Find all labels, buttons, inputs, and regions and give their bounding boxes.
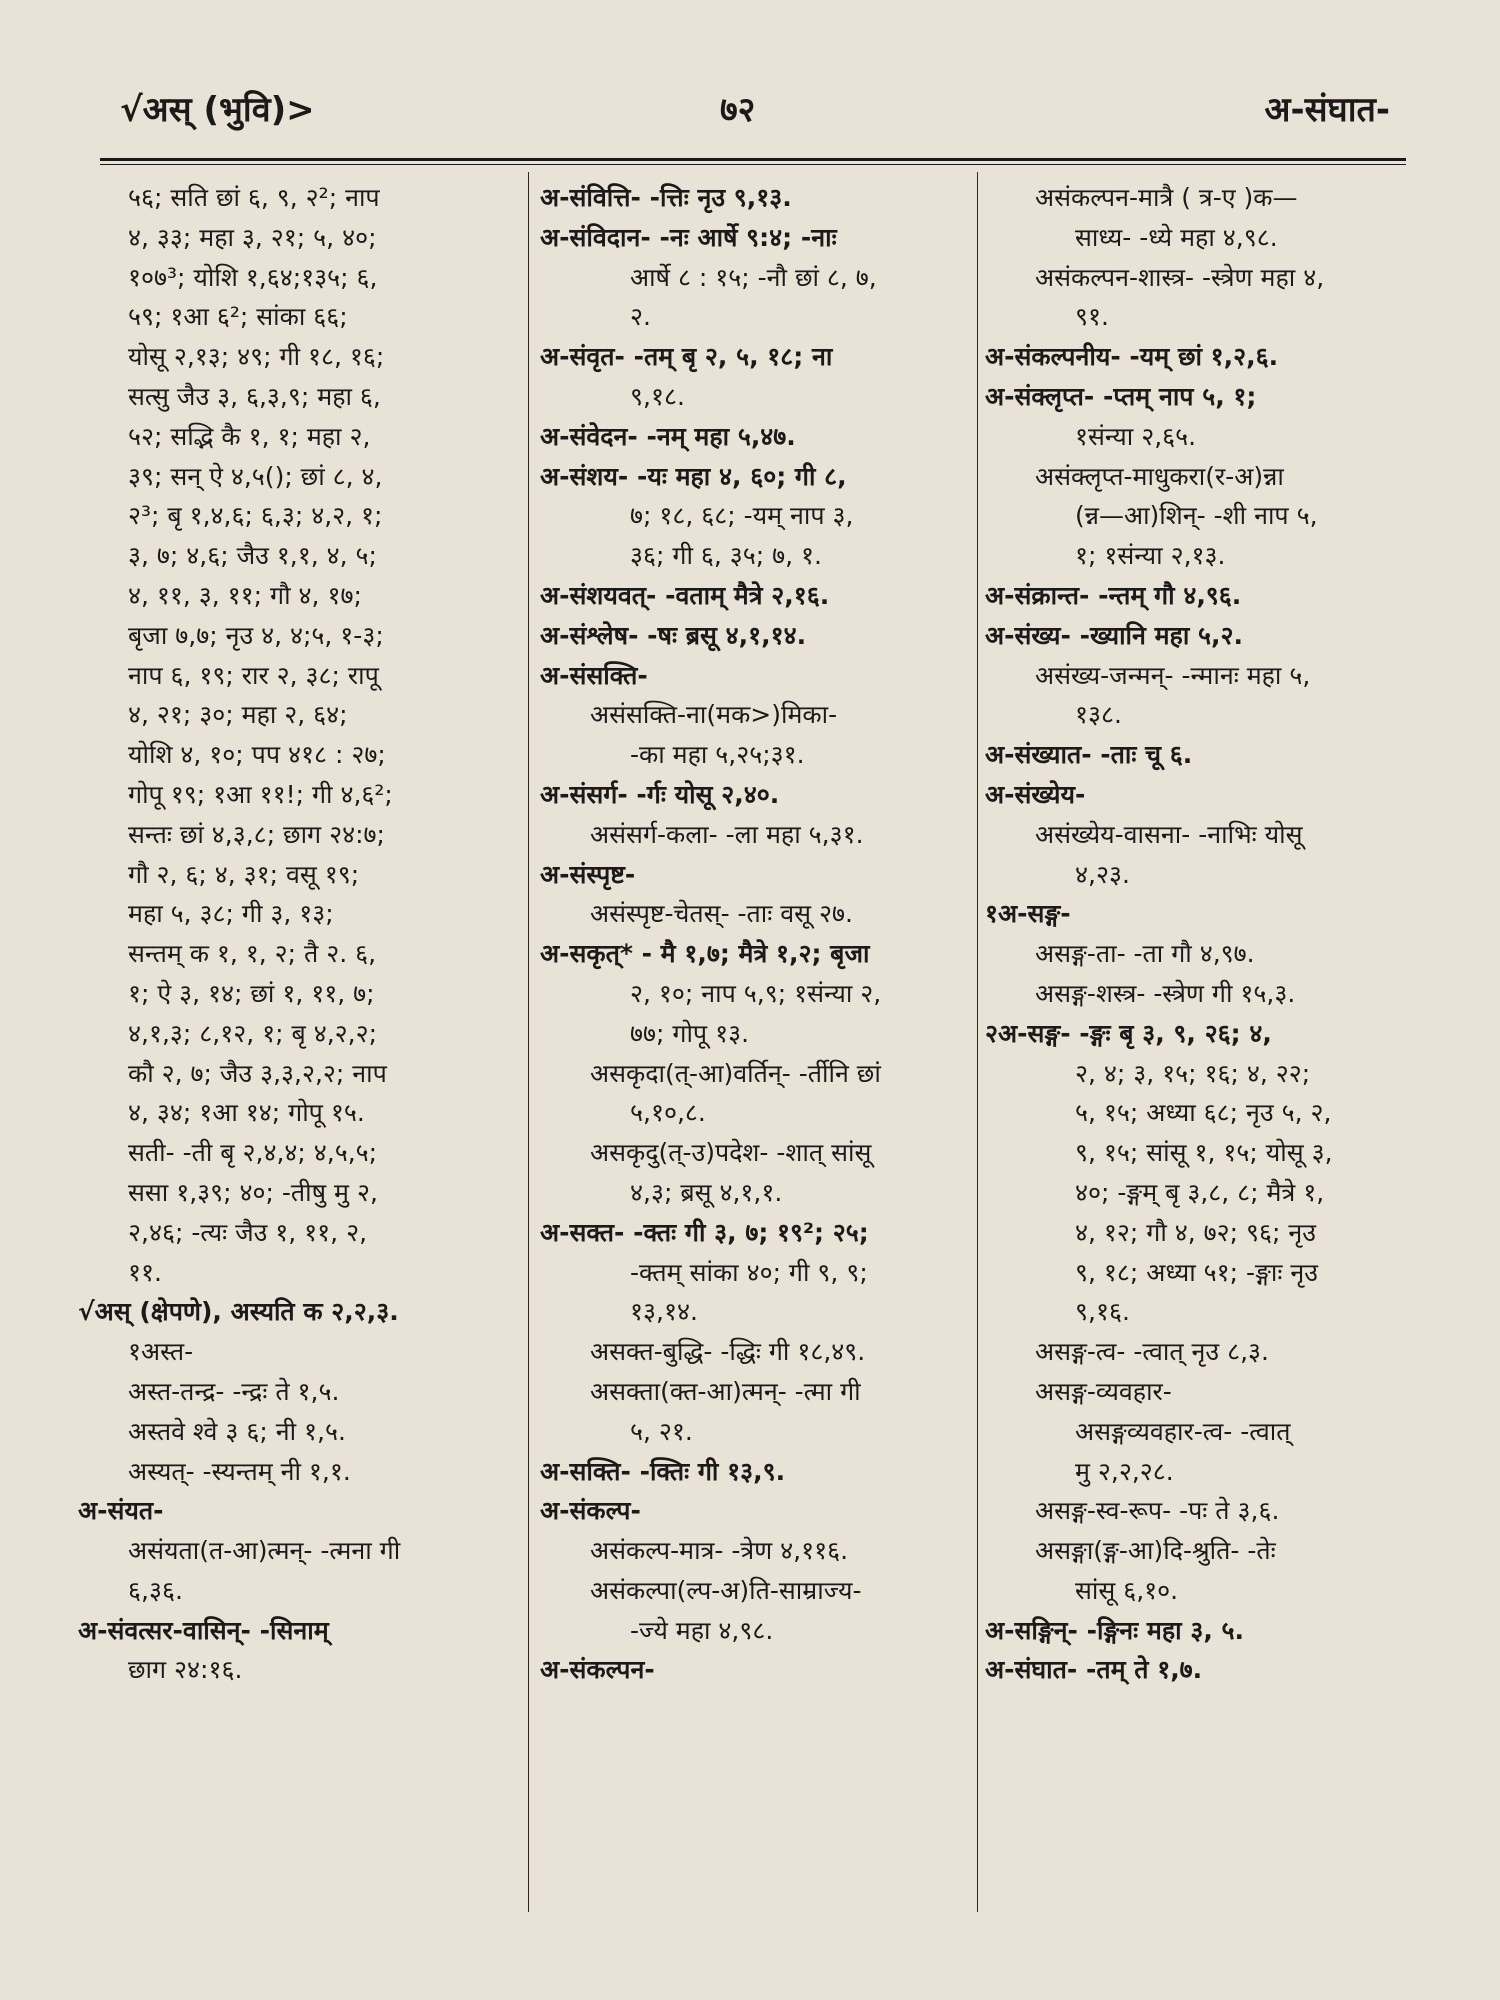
entry-line: २, १०; नाप ५,९; १संन्या २, [630,978,882,1008]
page-header [0,0,1500,150]
entry-headword-line: अ-संवृत- -तम् बृ २, ५, १८; ना [540,342,833,372]
entry-line: छाग २४:१६. [128,1655,243,1685]
entry-headword-line: अ-सक्ति- -क्तिः गी १३,९. [540,1456,786,1486]
entry-line: २³; बृ १,४,६; ६,३; ४,२, १; [128,501,383,531]
entry-line: असंक्लृप्त-माधुकरा(र-अ)न्ना [1035,461,1284,491]
column-divider [528,172,529,1912]
entry-line: ३९; सन् ऐ ४,५(); छां ८, ४, [128,461,383,491]
entry-line: २, ४; ३, १५; १६; ४, २२; [1075,1058,1311,1088]
entry-headword-line: अ-संवत्सर-वासिन्- -सिनाम् [78,1615,329,1645]
entry-headword-line: अ-संश्लेष- -षः ब्रसू ४,१,१४. [540,620,807,650]
entry-headword-line: अ-संस्पृष्ट- [540,859,636,889]
entry-line: ३६; गी ६, ३५; ७, १. [630,541,822,571]
entry-line: गोपू १९; १आ ११!; गी ४,६²; [128,779,393,809]
entry-line: ९१. [1075,302,1109,332]
entry-headword-line: अ-संघात- -तम् ते १,७. [985,1655,1203,1685]
entry-line: असंकल्पन-शास्त्र- -स्त्रेण महा ४, [1035,262,1325,292]
entry-line: ९, १५; सांसू १, १५; योसू ३, [1075,1138,1333,1168]
entry-line: २,४६; -त्यः जैउ १, ११, २, [128,1217,368,1247]
column-right [985,178,1423,1908]
entry-line: असङ्गा(ङ्ग-आ)दि-श्रुति- -तेः [1035,1536,1276,1566]
entry-line: असक्ता(क्त-आ)त्मन्- -त्मा गी [590,1376,861,1406]
entry-line: -का महा ५,२५;३१. [630,740,805,770]
entry-line: असक्त-बुद्धि- -द्धिः गी १८,४९. [590,1337,866,1367]
entry-line: असंयता(त-आ)त्मन्- -त्मना गी [128,1536,401,1566]
entry-headword-line: अ-संसर्ग- -र्गः योसू २,४०. [540,779,780,809]
entry-line: ४, ३४; १आ १४; गोपू १५. [128,1098,365,1128]
entry-line: सती- -ती बृ २,४,४; ४,५,५; [128,1138,378,1168]
entry-headword-line: अ-संवित्ति- -त्तिः नृउ ९,१३. [540,183,792,212]
entry-line: असंकल्प-मात्र- -त्रेण ४,११६. [590,1536,849,1566]
entry-line: -क्तम् सांका ४०; गी ९, ९; [630,1257,868,1287]
entry-line: २. [630,302,651,332]
entry-line: ५, १५; अध्या ६८; नृउ ५, २, [1075,1098,1332,1128]
entry-line: असङ्ग-व्यवहार- [1035,1376,1172,1406]
entry-line: ९,१६. [1075,1297,1130,1327]
entry-line: सत्सु जैउ ३, ६,३,९; महा ६, [128,381,381,411]
entry-line: असंसक्ति-ना(मक>)मिका- [590,700,838,730]
entry-headword-line: अ-संख्यात- -ताः चू ६. [985,740,1193,770]
entry-line: साध्य- -ध्ये महा ४,९८. [1075,222,1278,252]
column-left [78,178,518,1908]
entry-line: ५६; सति छां ६, ९, २²; नाप [128,183,380,212]
entry-headword-line: १अ-सङ्ग- [985,899,1071,929]
entry-headword-line: अ-संवेदन- -नम् महा ५,४७. [540,421,796,451]
entry-line: १; १संन्या २,१३. [1075,541,1226,571]
entry-line: ११. [128,1257,162,1287]
entry-line: नाप ६, १९; रार २, ३८; रापू [128,660,379,690]
entry-line: गौ २, ६; ४, ३१; वसू १९; [128,859,360,889]
column-divider [977,172,978,1912]
entry-line: असंख्येय-वासना- -नाभिः योसू [1035,819,1303,849]
entry-line: ७; १८, ६८; -यम् नाप ३, [630,501,854,531]
entry-line: योशि ४, १०; पप ४१८ : २७; [128,740,386,770]
entry-headword-line: अ-संविदान- -नः आर्षे ९:४; -नाः [540,222,837,252]
entry-headword-line: अ-संक्रान्त- -न्तम् गौ ४,९६. [985,580,1242,610]
entry-line: असङ्ग-ता- -ता गौ ४,९७. [1035,939,1255,969]
entry-line: ४०; -ङ्गम् बृ ३,८, ८; मैत्रे १, [1075,1177,1325,1207]
entry-line: अस्यत्- -स्यन्तम् नी १,१. [128,1456,351,1486]
entry-line: असंकल्पा(ल्प-अ)ति-साम्राज्य- [590,1575,862,1605]
entry-headword-line: अ-संकल्प- [540,1496,641,1526]
entry-line: १०७³; योशि १,६४;१३५; ६, [128,262,378,292]
entry-line: असङ्ग-स्व-रूप- -पः ते ३,६. [1035,1496,1280,1526]
entry-headword-line: अ-संख्य- -ख्यानि महा ५,२. [985,620,1244,650]
entry-headword-line: अ-संख्येय- [985,779,1086,809]
entry-headword-line: अ-संकल्पन- [540,1655,655,1685]
entry-line: ४,२३. [1075,859,1130,889]
entry-line: सांसू ६,१०. [1075,1575,1179,1605]
entry-line: मु २,२,२८. [1075,1456,1174,1486]
entry-line: ५, २१. [630,1416,693,1446]
entry-headword-line: अ-सकृत्* - मै १,७; मैत्रे १,२; बृजा [540,939,870,969]
entry-line: ९, १८; अध्या ५१; -ङ्गाः नृउ [1075,1257,1318,1287]
entry-line: योसू २,१३; ४९; गी १८, १६; [128,342,385,372]
entry-line: ४, ३३; महा ३, २१; ५, ४०; [128,222,377,252]
entry-line: अस्त-तन्द्र- -न्द्रः ते १,५. [128,1376,340,1406]
header-rule-thin [100,164,1406,165]
entry-headword-line: अ-संयत- [78,1496,164,1526]
entry-line: आर्षे ८ : १५; -नौ छां ८, ७, [630,262,877,292]
entry-headword-line: अ-सङ्गिन्- -ङ्गिनः महा ३, ५. [985,1615,1245,1645]
entry-line: १संन्या २,६५. [1075,421,1197,451]
entry-line: १३,१४. [630,1297,698,1327]
entry-line: ४, १२; गौ ४, ७२; ९६; नृउ [1075,1217,1316,1247]
entry-headword-line: अ-संकल्पनीय- -यम् छां १,२,६. [985,342,1279,372]
entry-line: सन्तम् क १, १, २; तै २. ६, [128,939,377,969]
header-last-entry: अ-संघात- [1264,90,1390,130]
entry-line: बृजा ७,७; नृउ ४, ४;५, १-३; [128,620,384,650]
entry-line: (न्न—आ)शिन्- -शी नाप ५, [1075,501,1318,531]
header-root-word: √अस् (भुवि)> [120,90,315,130]
entry-headword-line: √अस् (क्षेपणे), अस्यति क २,२,३. [78,1297,399,1327]
entry-line: अस्तवे श्वे ३ ६; नी १,५. [128,1416,346,1446]
entry-headword-line: २अ-सङ्ग- -ङ्गः बृ ३, ९, २६; ४, [985,1018,1272,1048]
entry-line: ४,३; ब्रसू ४,१,१. [630,1177,783,1207]
column-middle [540,178,980,1908]
entry-line: ४,१,३; ८,१२, १; बृ ४,२,२; [128,1018,378,1048]
entry-line: असंकल्पन-मात्रै ( त्र-ए )क— [1035,183,1298,212]
entry-headword-line: अ-संक्लृप्त- -प्तम् नाप ५, १; [985,381,1257,411]
entry-line: महा ५, ३८; गी ३, १३; [128,899,334,929]
entry-line: असकृदु(त्-उ)पदेश- -शात् सांसू [590,1138,872,1168]
entry-line: असङ्ग-शस्त्र- -स्त्रेण गी १५,३. [1035,978,1296,1008]
entry-headword-line: अ-संसक्ति- [540,660,648,690]
entry-line: सन्तः छां ४,३,८; छाग २४:७; [128,819,385,849]
entry-line: ५,१०,८. [630,1098,706,1128]
entry-line: ९,१८. [630,381,685,411]
entry-line: ४, ११, ३, ११; गौ ४, १७; [128,580,362,610]
entry-line: असंस्पृष्ट-चेतस्- -ताः वसू २७. [590,899,853,929]
entry-line: ५२; सद्भि कै १, १; महा २, [128,421,371,451]
entry-headword-line: अ-सक्त- -क्तः गी ३, ७; १९²; २५; [540,1217,869,1247]
page-number: ७२ [720,90,756,130]
header-rule [100,158,1406,161]
entry-line: कौ २, ७; जैउ ३,३,२,२; नाप [128,1058,387,1088]
entry-line: असङ्गव्यवहार-त्व- -त्वात् [1075,1416,1291,1446]
entry-line: असंसर्ग-कला- -ला महा ५,३१. [590,819,864,849]
entry-line: असकृदा(त्-आ)वर्तिन्- -र्तीनि छां [590,1058,881,1088]
entry-line: असङ्ग-त्व- -त्वात् नृउ ८,३. [1035,1337,1269,1367]
entry-line: १अस्त- [128,1337,194,1367]
entry-line: १; ऐ ३, १४; छां १, ११, ७; [128,978,375,1008]
entry-line: -ज्ये महा ४,९८. [630,1615,774,1645]
entry-line: ५९; १आ ६²; सांका ६६; [128,302,348,332]
entry-line: असंख्य-जन्मन्- -न्मानः महा ५, [1035,660,1311,690]
entry-line: ७७; गोपू १३. [630,1018,750,1048]
entry-line: ससा १,३९; ४०; -तीषु मु २, [128,1177,378,1207]
entry-headword-line: अ-संशय- -यः महा ४, ६०; गी ८, [540,461,847,491]
entry-line: ३, ७; ४,६; जैउ १,१, ४, ५; [128,541,377,571]
entry-headword-line: अ-संशयवत्- -वताम् मैत्रे २,१६. [540,580,830,610]
entry-line: १३८. [1075,700,1122,730]
entry-line: ४, २१; ३०; महा २, ६४; [128,700,348,730]
entry-line: ६,३६. [128,1575,183,1605]
